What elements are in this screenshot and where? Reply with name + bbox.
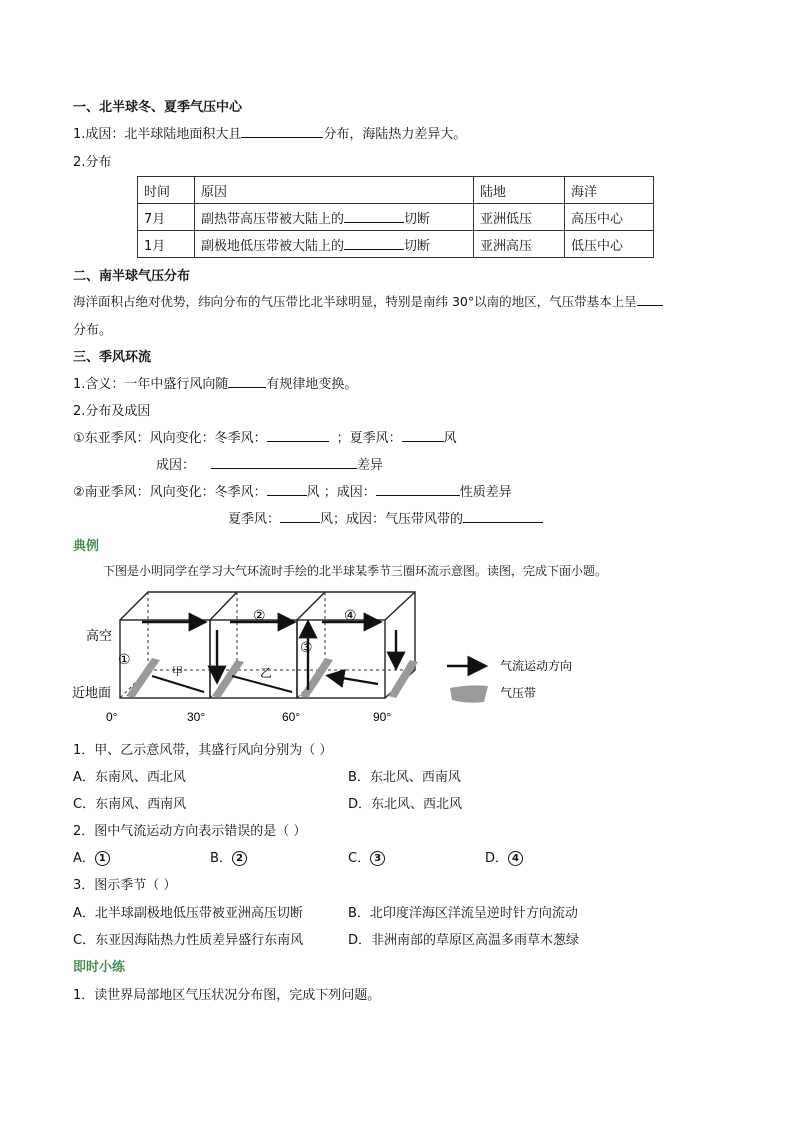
answer-blank[interactable] <box>241 124 323 138</box>
s3-meaning-b: 有规律地变换。 <box>266 377 358 392</box>
table-row <box>138 231 654 258</box>
option-letter: C． <box>348 851 371 866</box>
answer-blank[interactable] <box>267 428 329 442</box>
cell-time: 1月 <box>138 231 195 258</box>
example-title: 典例 <box>73 539 100 554</box>
sa2-text-a: 夏季风： <box>228 512 281 527</box>
reason-text-a: 副极地低压带被大陆上的 <box>201 238 345 254</box>
s1-cause-text-a: 1.成因：北半球陆地面积大且 <box>73 127 242 142</box>
q2-option-c[interactable] <box>348 847 385 866</box>
lat-label: 60° <box>282 710 301 724</box>
label-ground: 近地面 <box>72 685 112 700</box>
ea-cause-b: 差异 <box>357 458 384 473</box>
sa-text-c: 性质差异 <box>459 485 512 500</box>
practice-question-1: 1．读世界局部地区气压状况分布图，完成下列问题。 <box>73 988 381 1003</box>
option-letter: D． <box>485 851 509 866</box>
section2-title: 二、南半球气压分布 <box>73 269 191 284</box>
circled-number: 1 <box>95 851 110 866</box>
q1-option-c[interactable]: C．东南风、西南风 <box>73 797 187 812</box>
lat-label: 90° <box>373 710 392 724</box>
s1-cause-text-b: 分布，海陆热力差异大。 <box>323 127 467 142</box>
s3-ea-cause-line <box>156 454 383 473</box>
reason-text-a: 副热带高压带被大陆上的 <box>201 211 345 227</box>
sa2-text-b: 风；成因：气压带风带的 <box>320 512 464 527</box>
sa-text-a: ②南亚季风：风向变化：冬季风： <box>73 485 267 500</box>
pressure-distribution-table <box>137 176 654 258</box>
q2-option-a[interactable] <box>73 847 110 866</box>
question-2-stem: 2．图中气流运动方向表示错误的是（ ） <box>73 824 307 839</box>
answer-blank[interactable] <box>267 482 307 496</box>
cell-time: 7月 <box>138 204 195 231</box>
answer-blank[interactable] <box>211 455 357 469</box>
s1-dist-label: 2.分布 <box>73 155 112 170</box>
num-label: ② <box>253 607 266 623</box>
section3-title: 三、季风环流 <box>73 350 152 365</box>
header-ocean: 海洋 <box>565 177 654 204</box>
ea-cause-a: 成因： <box>156 458 196 473</box>
practice-title: 即时小练 <box>73 960 126 975</box>
circled-number: 3 <box>370 851 385 866</box>
circled-number: 2 <box>232 851 247 866</box>
sa-text-b: 风 ；成因： <box>306 485 376 500</box>
wind-label: 甲 <box>172 666 183 678</box>
wind-label: 乙 <box>260 666 273 680</box>
lat-label: 0° <box>106 710 118 724</box>
q1-option-d[interactable]: D．东北风、西北风 <box>348 797 463 812</box>
legend-belt-label: 气压带 <box>500 686 537 700</box>
cell-reason <box>195 204 474 231</box>
header-land: 陆地 <box>474 177 565 204</box>
q2-option-d[interactable] <box>485 847 523 866</box>
option-letter: A． <box>73 851 95 866</box>
q1-option-a[interactable]: A．东南风、西北风 <box>73 770 186 785</box>
circulation-diagram <box>0 580 794 730</box>
answer-blank[interactable] <box>344 236 404 250</box>
answer-blank[interactable] <box>463 509 543 523</box>
q1-option-b[interactable]: B．东北风、西南风 <box>348 770 461 785</box>
option-letter: B． <box>210 851 232 866</box>
q2-option-b[interactable] <box>210 847 247 866</box>
ea-text-b: ；夏季风： <box>336 431 402 446</box>
answer-blank[interactable] <box>376 482 460 496</box>
section1-title: 一、北半球冬、夏季气压中心 <box>73 100 243 115</box>
answer-blank[interactable] <box>280 509 320 523</box>
s3-south-asia-line <box>73 481 512 500</box>
s3-dist-label: 2.分布及成因 <box>73 404 151 419</box>
question-1-stem: 1．甲、乙示意风带，其盛行风向分别为（ ） <box>73 743 333 758</box>
circled-number: 4 <box>508 851 523 866</box>
answer-blank[interactable] <box>402 428 444 442</box>
cell-land: 亚洲低压 <box>474 204 565 231</box>
q3-option-a[interactable]: A．北半球副极地低压带被亚洲高压切断 <box>73 906 303 921</box>
ea-text-c: 风 <box>443 431 457 446</box>
cell-ocean: 高压中心 <box>565 204 654 231</box>
num-label: ④ <box>344 607 357 623</box>
reason-text-b: 切断 <box>404 238 431 254</box>
lat-label: 30° <box>187 710 206 724</box>
answer-blank[interactable] <box>637 292 663 306</box>
q3-option-c[interactable]: C．东亚因海陆热力性质差异盛行东南风 <box>73 933 304 948</box>
legend-belt-icon <box>450 685 488 702</box>
reason-text-b: 切断 <box>404 211 431 227</box>
num-label: ③ <box>300 639 313 655</box>
num-label: ① <box>118 651 131 667</box>
s3-meaning-line <box>73 373 357 392</box>
cell-land: 亚洲高压 <box>474 231 565 258</box>
answer-blank[interactable] <box>344 209 404 223</box>
cell-ocean: 低压中心 <box>565 231 654 258</box>
header-reason: 原因 <box>195 177 474 204</box>
example-intro: 下图是小明同学在学习大气环流时手绘的北半球某季节三圈环流示意图。读图，完成下面小题。 <box>103 564 608 578</box>
s2-text-b: 分布。 <box>73 323 113 338</box>
legend-arrow-label: 气流运动方向 <box>500 659 573 673</box>
answer-blank[interactable] <box>228 374 266 388</box>
s3-east-asia-line <box>73 427 457 446</box>
ea-text-a: ①东亚季风：风向变化：冬季风： <box>73 431 267 446</box>
q3-option-d[interactable]: D．非洲南部的草原区高温多雨草木葱绿 <box>348 933 580 948</box>
s3-sa2-line <box>228 508 543 527</box>
s2-text-line <box>73 292 663 310</box>
q3-option-b[interactable]: B．北印度洋海区洋流呈逆时针方向流动 <box>348 906 578 921</box>
s2-text-a: 海洋面积占绝对优势，纬向分布的气压带比北半球明显，特别是南纬 30°以南的地区，气压带基本上呈 <box>73 294 637 309</box>
question-3-stem: 3．图示季节（ ） <box>73 878 177 893</box>
table-row <box>138 204 654 231</box>
s1-cause-line <box>73 123 466 142</box>
header-time: 时间 <box>138 177 195 204</box>
label-upper-air: 高空 <box>86 628 113 643</box>
cell-reason <box>195 231 474 258</box>
s3-meaning-a: 1.含义：一年中盛行风向随 <box>73 377 229 392</box>
table-header-row <box>138 177 654 204</box>
